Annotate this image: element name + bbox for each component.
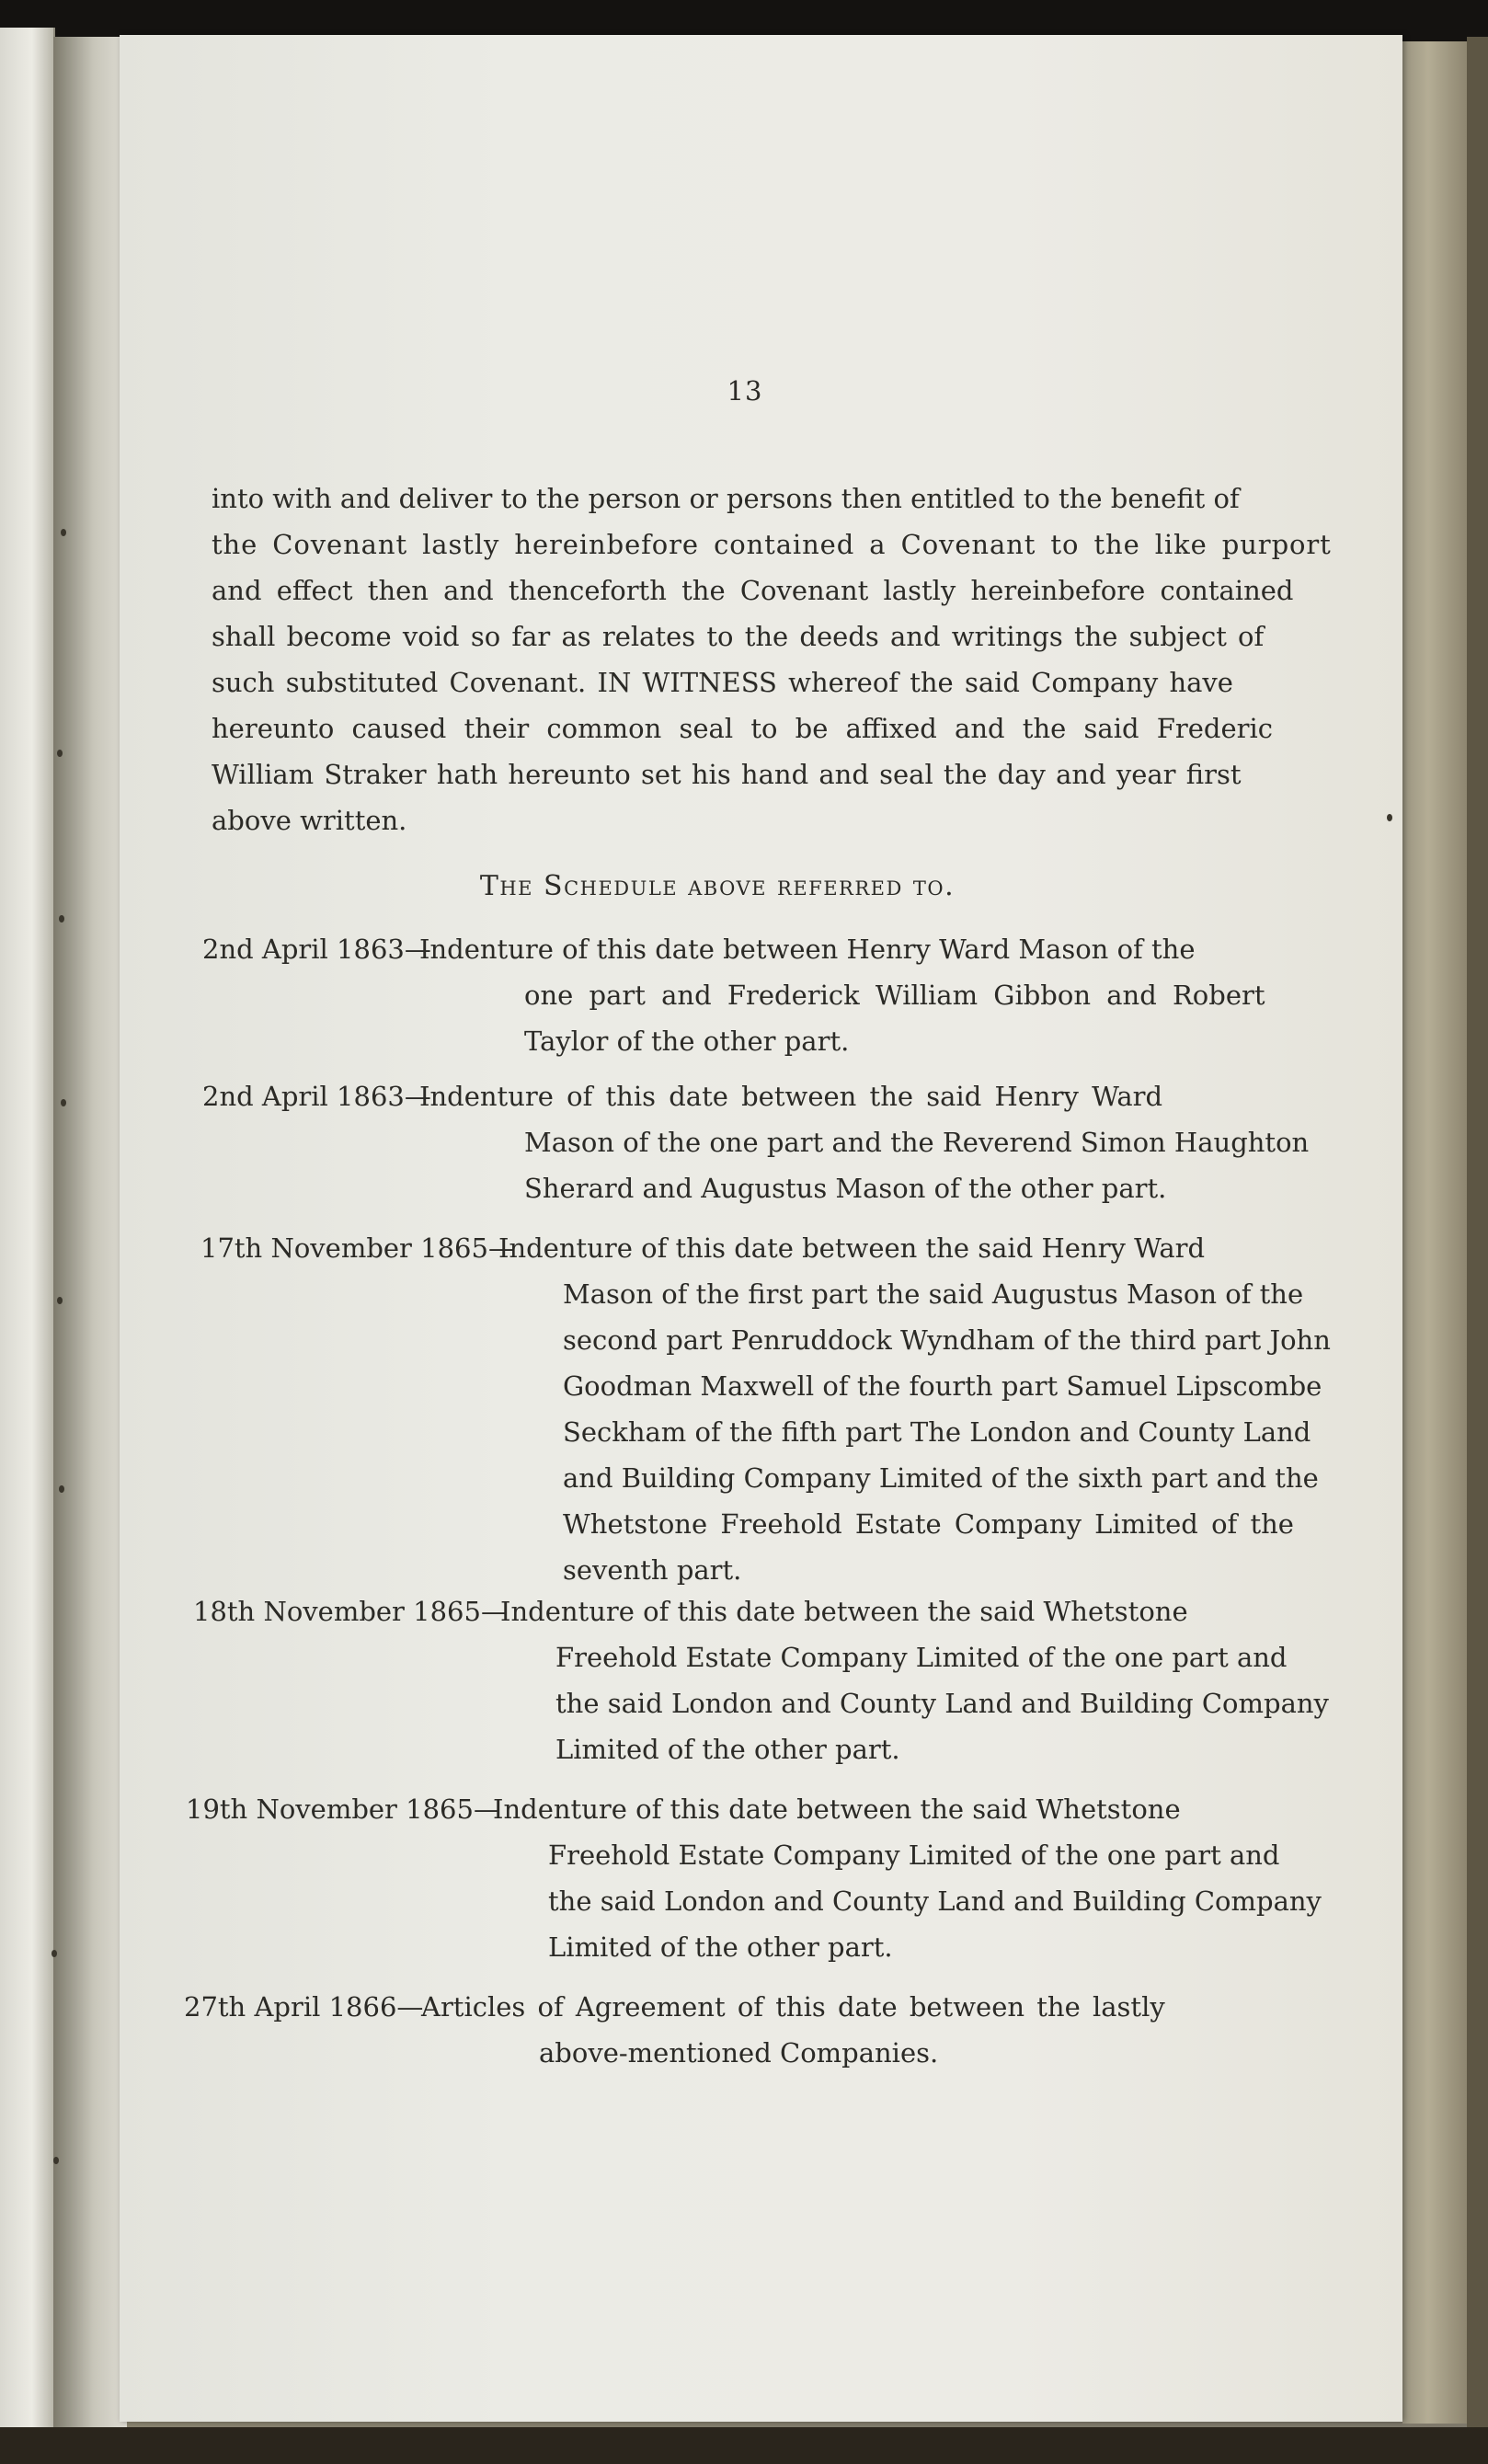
schedule-entry-date: 17th November 1865— [200, 1232, 515, 1264]
page-stack-edge [1402, 41, 1467, 2424]
schedule-entry-line: above-mentioned Companies. [539, 2037, 939, 2069]
schedule-heading-text: The Schedule above referred to. [479, 870, 956, 902]
page-number: 13 [727, 375, 763, 407]
schedule-entry-line: Freehold Estate Company Limited of the one part and [555, 1642, 1288, 1673]
schedule-entry-line: and Building Company Limited of the sixth part and the [563, 1462, 1319, 1494]
schedule-entry-line: Articles of Agreement of this date between the lastly [421, 1991, 1165, 2023]
body-line-text: above written. [212, 805, 407, 836]
body-line-text: hereunto caused their common seal to be affixed and the said Frederic [212, 713, 1273, 744]
page-content [120, 35, 1402, 2422]
schedule-entry-line: the said London and County Land and Building Company [548, 1885, 1322, 1917]
schedule-entry-line: Whetstone Freehold Estate Company Limited of the [563, 1508, 1294, 1540]
schedule-entry-line: Indenture of this date between Henry Ward Mason of the [419, 934, 1196, 965]
schedule-entry-line: Indenture of this date between the said Henry Ward [419, 1081, 1163, 1112]
body-line-text: such substituted Covenant. IN WITNESS whereof the said Company have [212, 667, 1233, 698]
body-line-text: William Straker hath hereunto set his hand and seal the day and year first [212, 759, 1242, 790]
paper-speck [59, 915, 64, 923]
body-line [212, 483, 1326, 514]
schedule-entry-date: 2nd April 1863— [202, 934, 431, 965]
schedule-entry-line: Indenture of this date between the said Whetstone [500, 1596, 1188, 1627]
paper-speck [57, 1297, 63, 1304]
body-line [212, 575, 1294, 606]
schedule-entry-date: 2nd April 1863— [202, 1081, 431, 1112]
body-line [212, 667, 1233, 698]
body-line-text: shall become void so far as relates to the deeds and writings the subject of [212, 621, 1265, 652]
schedule-entry-line: Freehold Estate Company Limited of the one part and [548, 1839, 1280, 1871]
paper-speck [53, 2157, 59, 2164]
paper-speck [1387, 814, 1392, 821]
schedule-entry-line: seventh part. [563, 1554, 742, 1586]
book-gutter [53, 37, 127, 2428]
book-cover-edge [1467, 37, 1488, 2428]
schedule-entry-line: Indenture of this date between the said Whetstone [493, 1794, 1181, 1825]
body-line [212, 621, 1265, 652]
body-line [212, 759, 1242, 790]
schedule-entry-date: 27th April 1866— [184, 1991, 424, 2023]
schedule-entry-line: Goodman Maxwell of the fourth part Samuel Lipscombe [563, 1370, 1322, 1402]
body-line [212, 713, 1273, 744]
schedule-entry-line: Mason of the first part the said Augustus Mason of the [563, 1278, 1304, 1310]
scan-bottom-border [0, 2427, 1488, 2464]
body-line-text: the Covenant lastly hereinbefore contained a Covenant to the like purport [212, 529, 1332, 560]
body-line-text: and effect then and thenceforth the Covenant lastly hereinbefore contained [212, 575, 1294, 606]
schedule-entry-line: the said London and County Land and Building Company [555, 1688, 1329, 1719]
body-line [212, 805, 407, 836]
body-line [212, 529, 1332, 560]
schedule-entry-line: one part and Frederick William Gibbon and Robert [524, 980, 1265, 1011]
paper-speck [61, 1099, 66, 1106]
schedule-entry-line: Limited of the other part. [555, 1734, 900, 1765]
schedule-entry-line: Sherard and Augustus Mason of the other part. [524, 1173, 1167, 1204]
schedule-entry-line: second part Penruddock Wyndham of the third part John [563, 1324, 1331, 1356]
schedule-entry-line: Mason of the one part and the Reverend Simon Haughton [524, 1127, 1310, 1158]
schedule-entry-date: 19th November 1865— [186, 1794, 500, 1825]
paper-speck [61, 529, 66, 536]
paper-speck [59, 1485, 64, 1493]
schedule-entry-line: Indenture of this date between the said Henry Ward [498, 1232, 1206, 1264]
schedule-entry-date: 18th November 1865— [193, 1596, 508, 1627]
paper-speck [57, 750, 63, 757]
schedule-entry-line: Taylor of the other part. [524, 1026, 850, 1057]
page [120, 35, 1402, 2422]
schedule-entry-line: Seckham of the fifth part The London and County Land [563, 1416, 1311, 1448]
schedule-heading [460, 870, 975, 902]
body-line-text: into with and deliver to the person or persons then entitled to the benefit of [212, 483, 1240, 514]
paper-speck [52, 1950, 57, 1957]
schedule-entry-line: Limited of the other part. [548, 1931, 893, 1963]
facing-page-edge [0, 28, 55, 2428]
